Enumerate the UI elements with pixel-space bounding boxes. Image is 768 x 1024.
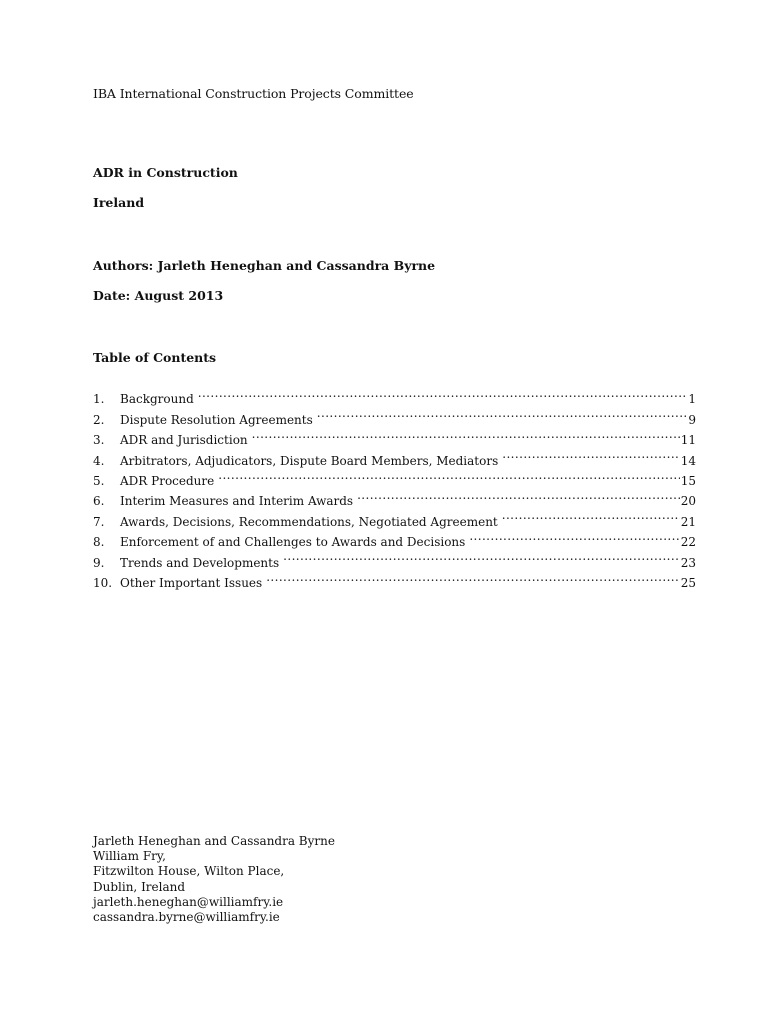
toc-entry-title: Background (120, 392, 194, 407)
toc-entry-title: Trends and Developments (120, 555, 280, 570)
contact-email-heneghan[interactable]: jarleth.heneghan@williamfry.ie (93, 894, 284, 909)
toc-dot-leader (198, 383, 688, 403)
toc-entry-title: Enforcement of and Challenges to Awards and Decisions (120, 535, 466, 550)
toc-dot-leader (502, 444, 679, 464)
document-country: Ireland (93, 195, 145, 210)
toc-entry-title: Interim Measures and Interim Awards (120, 494, 354, 509)
toc-dot-leader (317, 403, 688, 423)
contact-street: Fitzwilton House, Wilton Place, (93, 864, 285, 879)
toc-dot-leader (283, 546, 680, 566)
contact-names: Jarleth Heneghan and Cassandra Byrne (93, 834, 335, 848)
toc-entry-page: 11 (680, 433, 696, 448)
toc-entry-page: 20 (680, 494, 696, 509)
document-date: Date: August 2013 (93, 288, 224, 303)
toc-dot-leader (266, 567, 680, 587)
document-authors: Authors: Jarleth Heneghan and Cassandra Byrne (93, 258, 436, 273)
toc-dot-leader (252, 424, 680, 444)
toc-entry-title: Other Important Issues (120, 575, 263, 590)
toc-entry-number: 9. (93, 555, 105, 570)
toc-heading: Table of Contents (93, 350, 217, 365)
contact-block (93, 834, 335, 925)
toc-dot-leader (357, 485, 680, 505)
toc-dot-leader (469, 526, 679, 546)
toc-entry-title: Dispute Resolution Agreements (120, 412, 313, 427)
toc-dot-leader (502, 505, 680, 525)
toc-entry-page: 22 (680, 535, 696, 550)
toc-entry-title: Awards, Decisions, Recommendations, Negotiated Agreement (120, 514, 498, 529)
toc-entry-number: 6. (93, 494, 105, 509)
toc-entry-number: 2. (93, 412, 105, 427)
contact-email-byrne[interactable]: cassandra.byrne@williamfry.ie (93, 910, 280, 925)
contact-city: Dublin, Ireland (93, 879, 186, 894)
toc-entry-page: 25 (680, 575, 696, 590)
toc-entry-number: 10. (93, 575, 113, 590)
toc-dot-leader (218, 465, 679, 485)
table-of-contents (93, 383, 696, 590)
toc-entry-number: 8. (93, 535, 105, 550)
committee-header: IBA International Construction Projects Committee (93, 86, 414, 101)
toc-entry-number: 5. (93, 473, 105, 488)
toc-entry-page: 1 (688, 392, 696, 407)
toc-entry-page: 9 (688, 412, 696, 427)
toc-entry[interactable] (93, 383, 696, 407)
toc-entry-page: 23 (680, 555, 696, 570)
contact-firm: William Fry, (93, 849, 166, 864)
toc-entry-title: Arbitrators, Adjudicators, Dispute Board Members, Mediators (120, 453, 499, 468)
toc-entry-page: 21 (680, 514, 696, 529)
toc-entry-title: ADR and Jurisdiction (120, 433, 248, 448)
toc-entry-number: 7. (93, 514, 105, 529)
toc-entry-number: 1. (93, 392, 105, 407)
toc-entry-page: 14 (680, 453, 696, 468)
toc-entry-page: 15 (680, 473, 696, 488)
document-title: ADR in Construction (93, 165, 238, 180)
toc-entry-number: 3. (93, 433, 105, 448)
toc-entry-number: 4. (93, 453, 105, 468)
toc-entry-title: ADR Procedure (120, 473, 215, 488)
